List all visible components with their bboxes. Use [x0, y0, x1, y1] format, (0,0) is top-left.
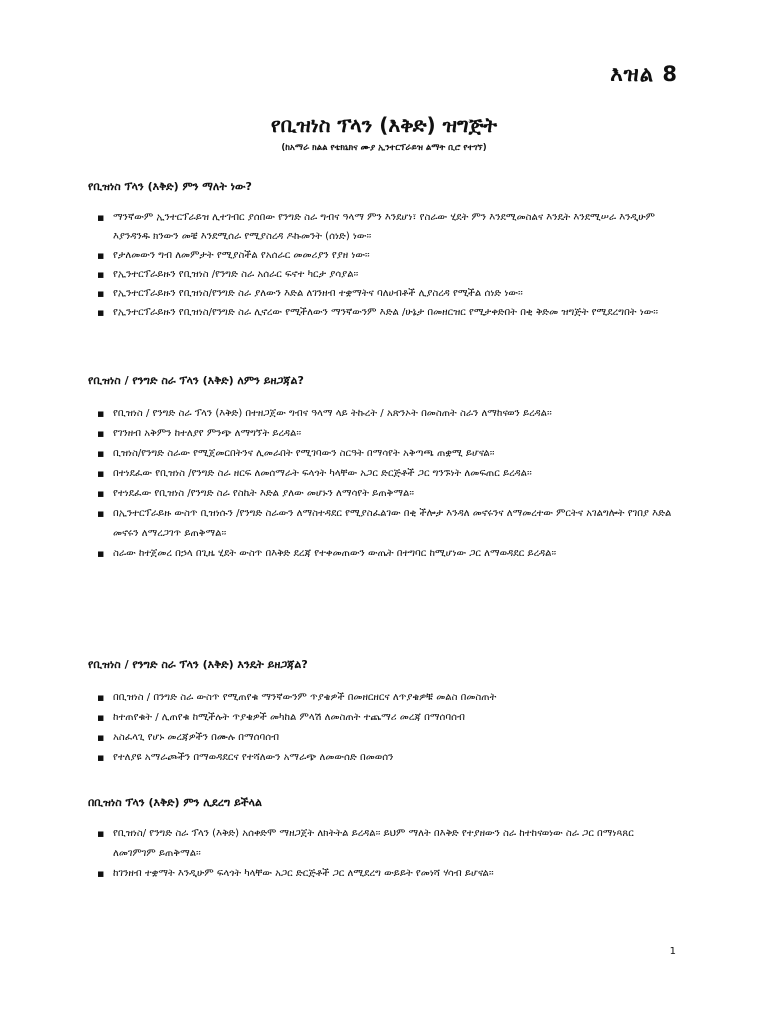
list-item: ▪ የኢንተርፕራይዙን የቢዝነስ /የንግድ ስራ አሰራር ፍኖተ ካርታ ያሳያል፡፡: [95, 265, 675, 284]
list-item: ▪ የተነደፈው የቢዝነስ /የንግድ ስራ የስኬት እድል ያለው መሆኑን ለማሳየት ይጠቅማል፡፡: [95, 484, 675, 504]
section-heading-what-is: የቢዝነስ ፕላን (እቅድ) ምን ማለት ነው?: [88, 180, 252, 193]
section-heading-what-can-be-done: በቢዝነስ ፕላን (እቅድ) ምን ሊደረግ ይችላል: [88, 796, 263, 809]
list-item: ▪ የቢዝነስ / የንግድ ስራ ፕላን (እቅድ) በተዘጋጀው ግብና ዓላማ ላይ ትኩረት / አጽንኦት በመስጠት ስራን ለማከናወን ይረዳል፡፡: [95, 404, 675, 424]
list-item: ▪ ከተጠየቁት / ሊጠየቁ ከሚችሉት ጥያቄዎች መካከል ምላሽ ለመስጠት ተጨማሪ መረጃ በማሰባሰብ: [95, 708, 675, 728]
module-label: እዝል 8: [610, 62, 678, 86]
section-list-how: [95, 688, 675, 768]
list-item: ▪ የገንዘብ አቅምን ከተለያየ ምንጭ ለማግኘት ይረዳል፡፡: [95, 424, 675, 444]
list-item: ▪ ስራው ከተጀመረ በኃላ በጊዜ ሂደት ውስጥ በእቅድ ደረጃ የተቀመጠውን ውጤት በተግባር ከሚሆነው ጋር ለማወዳደር ይረዳል፡፡: [95, 544, 675, 564]
list-item: ▪ የታለመውን ግብ ለመምታት የሚያስችል የአሰራር መመሪያን የያዘ ነው፡፡: [95, 246, 675, 265]
section-list-why: [95, 404, 675, 564]
list-item: ▪ የኢንተርፕራይዙን የቢዝነስ/የንግድ ስራ ያለውን እድል ለገንዘብ ተቋማትና ባለሀብቶች ሊያስረዳ የሚችል ሰነድ ነው፡፡: [95, 284, 675, 303]
document-title: የቢዝነስ ፕላን (እቅድ) ዝግጅት: [270, 113, 498, 137]
list-item: ▪ ቢዝነስ/የንግድ ስራው የሚጀመርበትንና ሊመራበት የሚገባውን ስርዓት በማሳየት አቅጣጫ ጠቋሚ ይሆናል፡፡: [95, 444, 675, 464]
document-subtitle: (ከአማራ ክልል የቴክኒክና ሙያ ኢንተርፕራይዝ ልማት ቢሮ የተገኘ): [281, 143, 487, 153]
list-item: ▪ የቢዝነስ/ የንግድ ስራ ፕላን (እቅድ) አሰቀድሞ ማዘጋጀት ለክትትል ይረዳል፡፡ ይህም ማለት በእቅድ የተያዘውን ስራ ከተከናወነው ስራ ጋር በማነጻጸር ለመገምገም ይጠቅማል፡፡: [95, 824, 675, 864]
list-item: ▪ የተለያዩ አማራጮችን በማወዳደርና የተሻለውን አማራጭ ለመውሰድ በመወሰን: [95, 748, 675, 768]
list-item: ▪ በኢንተርፕራይዙ ውስጥ ቢዝነሱን /የንግድ ስራውን ለማስተዳደር የሚያስፈልገው በቂ ችሎታ እንዳለ መኖሩንና ለማመረተው ምርትና አገልግሎት የገበያ እድል መኖሩን ለማረጋገጥ ይጠቅማል፡፡: [95, 504, 675, 544]
list-item: ▪ በተነደፈው የቢዝነስ /የንግድ ስራ ዘርፍ ለመሰማራት ፍላጎት ካላቸው አጋር ድርጅቶች ጋር ግንኙነት ለመፍጠር ይረዳል፡፡: [95, 464, 675, 484]
page-number: 1: [669, 946, 676, 957]
section-heading-why: የቢዝነስ / የንግድ ስራ ፕላን (እቅድ) ለምን ይዘጋጃል?: [88, 374, 304, 387]
list-item: ▪ በቢዝነስ / በንግድ ስራ ውስጥ የሚጠየቁ ማንኛውንም ጥያቄዎች በመዘርዘርና ለጥያቄዎቹ መልስ በመስጠት: [95, 688, 675, 708]
list-item: ▪ የኢንተርፕራይዙን የቢዝነስ/የንግድ ስራ ሊኖረው የሚችለውን ማንኛውንም እድል /ሁኔታ በመዘርዝር የሚታቀድበት በቂ ቅድመ ዝግጅት የሚደረግበት ነው፡፡: [95, 303, 675, 322]
section-list-what-can-be-done: [95, 824, 675, 884]
section-list-what-is: [95, 208, 675, 322]
list-item: ▪ አስፈላጊ የሆኑ መረጃዎችን በሙሉ በማሰባሰብ: [95, 728, 675, 748]
section-heading-how: የቢዝነስ / የንግድ ስራ ፕላን (እቅድ) እንዴት ይዘጋጃል?: [88, 658, 308, 671]
list-item: ▪ ከገንዘብ ተቋማት እንዲሁም ፍላጎት ካላቸው አጋር ድርጅቶች ጋር ለሚደረግ ውይይት የመነሻ ሃሳብ ይሆናል፡፡: [95, 864, 675, 884]
list-item: ▪ ማንኛውም ኢንተርፕራይዝ ሊተገብር ያሰበው የንግድ ስራ ግብና ዓላማ ምን እንደሆነ፣ የስራው ሂደት ምን እንደሚመስልና እንዴት እንደሚሠራ እንዲሁም እያንዳንዱ ክንውን መቼ እንደሚሰራ የሚያስረዳ ዶኩመንት (ሰነድ) ነው፡፡: [95, 208, 675, 246]
